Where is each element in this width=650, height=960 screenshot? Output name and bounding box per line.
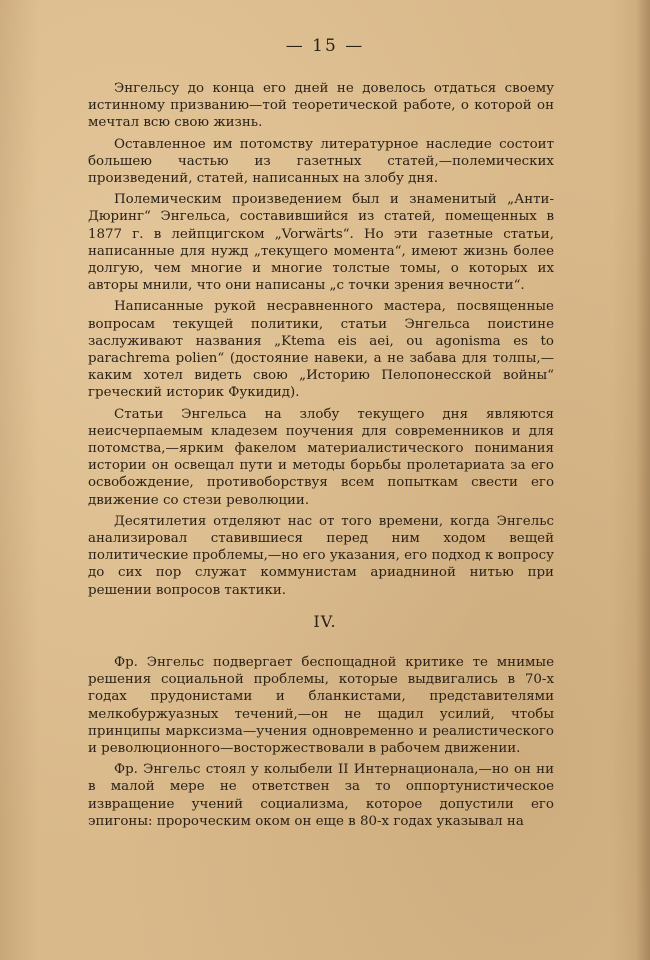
paragraph: Статьи Энгельса на злобу текущего дня являются неисчерпаемым кладезем поучения для современников и для потомства,—ярким факелом материалистического понимания истории он освещал пути и методы борьбы пролетариата за его освобождение, противоборствуя всем попыткам свести его движение со стези революции. [88, 406, 554, 508]
paragraph: Фр. Энгельс стоял у колыбели II Интернационала,—но он ни в малой мере не ответствен за то оппортунистическое извращение учений социализма, которое допустили его эпигоны: пророческим оком он еще в 80-х годах указывал на [88, 762, 554, 829]
section-heading: IV. [313, 612, 337, 631]
paragraph: Написанные рукой несравненного мастера, посвященные вопросам текущей политики, статьи Энгельса поистине заслуживают названия „Ktema eis aei, ou agonisma es to parachrema polien“ (достояние навеки, а не забава для толпы,—каким хотел видеть свою „Историю Пелопонесской войны“ греческий историк Фукидид). [88, 299, 554, 401]
page-fold-shadow [636, 0, 650, 960]
paragraph: Десятилетия отделяют нас от того времени, когда Энгельс анализировал ставившиеся перед ним ходом вещей политические проблемы,—но его указания, его подход к вопросу до сих пор служат коммунистам ариадниной нитью при решении вопросов тактики. [88, 513, 554, 598]
paragraph: Фр. Энгельс подвергает беспощадной критике те мнимые решения социальной проблемы, которые выдвигались в 70-х годах прудонистами и бланкистами, представителями мелкобуржуазных течений,—он не щадил усилий, чтобы принципы марксизма—учения одновременно и реалистического и революционного—восторжествовали в рабочем движении. [88, 655, 554, 757]
paragraph: Оставленное им потомству литературное наследие состоит большею частью из газетных статей,—полемических произведений, статей, написанных на злобу дня. [88, 136, 554, 187]
text-block-bottom [88, 654, 554, 834]
text-block-top [88, 80, 554, 603]
paragraph: Полемическим произведением был и знаменитый „Анти-Дюринг“ Энгельса, составившийся из статей, помещенных в 1877 г. в лейпцигском „Vorwärts“. Но эти газетные статьи, написанные для нужд „текущего момента“, имеют жизнь более долгую, чем многие и многие толстые томы, о которых их авторы мнили, что они написаны „с точки зрения вечности“. [88, 192, 554, 294]
paragraph: Энгельсу до конца его дней не довелось отдаться своему истинному призванию—той теоретической работе, о которой он мечтал всю свою жизнь. [88, 81, 554, 131]
page-number: — 15 — [285, 36, 365, 56]
